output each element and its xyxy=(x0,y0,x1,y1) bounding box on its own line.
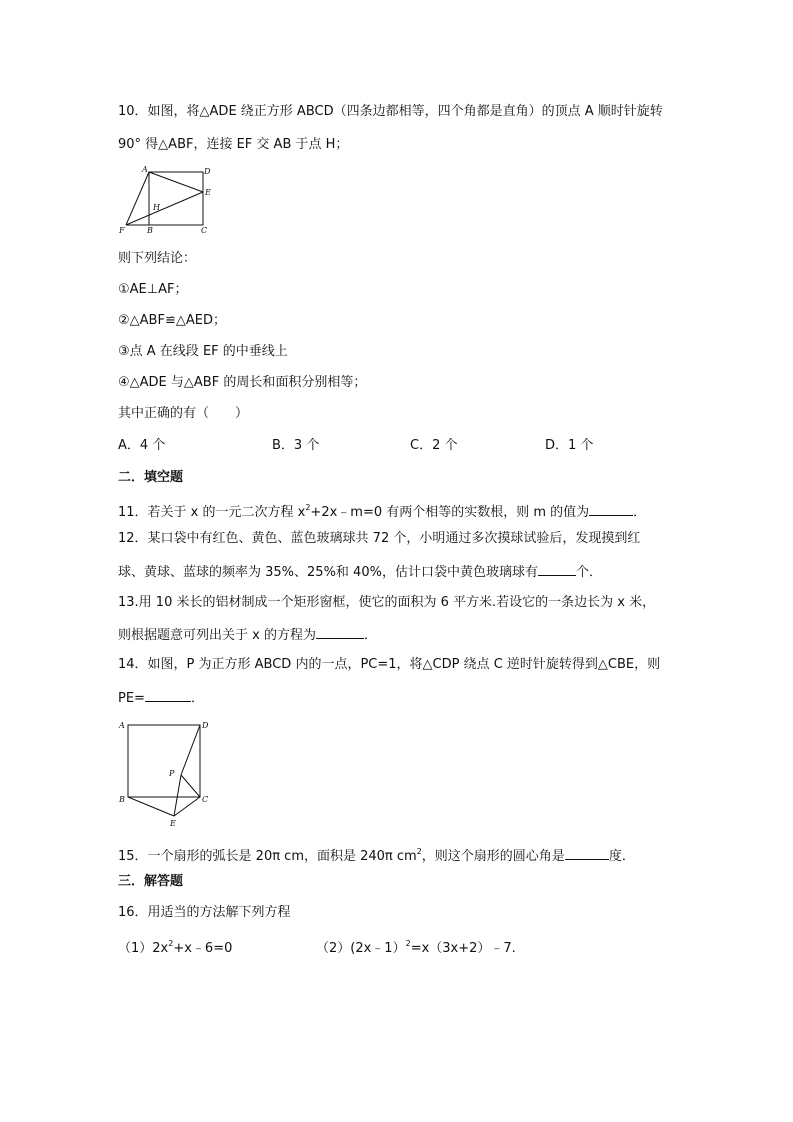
square-abcd xyxy=(128,725,200,797)
q13-answer-blank[interactable] xyxy=(316,625,364,639)
q16-p2-text-b: =x（3x+2）﹣7. xyxy=(410,941,516,956)
section-fill-in-blank-heading: 二．填空题 xyxy=(118,470,184,485)
segment-ae xyxy=(149,172,203,192)
label-f: F xyxy=(119,226,125,235)
label-b: B xyxy=(119,795,125,804)
q15 xyxy=(118,843,635,866)
label-a: A xyxy=(142,165,148,174)
q13-text-b: ． xyxy=(363,628,377,643)
q16-p2-text-a: （2）(2x﹣1） xyxy=(316,941,406,956)
q10-conclusion-1: ①AE⊥AF； xyxy=(118,282,188,297)
q10-line1: 10．如图，将△ADE 绕正方形 ABCD（四条边都相等，四个角都是直角）的顶点 A 顺时针旋转 xyxy=(118,104,663,119)
label-c: C xyxy=(201,226,208,235)
label-e: E xyxy=(170,819,176,828)
q12-text-b: 个． xyxy=(575,565,602,580)
q11-text-a: 11．若关于 x 的一元二次方程 x xyxy=(118,505,306,520)
q10-line2: 90° 得△ABF，连接 EF 交 AB 于点 H； xyxy=(118,137,349,152)
q14-line1: 14．如图，P 为正方形 ABCD 内的一点，PC=1，将△CDP 绕点 C 逆时针旋转得到△CBE，则 xyxy=(118,657,661,672)
q13-line2 xyxy=(118,625,377,645)
q13-text-a: 则根据题意可列出关于 x 的方程为 xyxy=(118,628,316,643)
label-h: H xyxy=(153,203,160,212)
q10-intro: 则下列结论： xyxy=(118,251,197,266)
q10-option-b[interactable]: B．3 个 xyxy=(272,438,320,453)
q10-option-a[interactable]: A．4 个 xyxy=(118,438,166,453)
q10-option-c[interactable]: C．2 个 xyxy=(410,438,458,453)
q11 xyxy=(118,499,646,522)
q11-text-c: ． xyxy=(633,505,647,520)
segment-pc xyxy=(181,775,200,797)
q16-part2 xyxy=(316,935,516,958)
q16-title: 16．用适当的方法解下列方程 xyxy=(118,905,291,920)
q10-option-d[interactable]: D．1 个 xyxy=(545,438,594,453)
label-b: B xyxy=(147,226,153,235)
segment-be xyxy=(128,797,174,816)
q16-p2-superscript: 2 xyxy=(405,939,411,948)
label-d: D xyxy=(202,721,209,730)
q15-text-a: 15．一个扇形的弧长是 20π cm，面积是 240π cm xyxy=(118,849,417,864)
q10-conclusion-3: ③点 A 在线段 EF 的中垂线上 xyxy=(118,344,288,359)
q14-figure xyxy=(116,716,212,828)
label-e: E xyxy=(205,188,211,197)
q16-p1-text-b: +x﹣6=0 xyxy=(173,941,233,956)
q15-text-c: 度． xyxy=(608,849,635,864)
segment-pd xyxy=(181,725,200,775)
q13-line1: 13.用 10 米长的铝材制成一个矩形窗框，使它的面积为 6 平方米.若设它的一条边长为 x 米， xyxy=(118,595,656,610)
label-a: A xyxy=(119,721,125,730)
square-abcd xyxy=(149,172,203,225)
q14-answer-blank[interactable] xyxy=(145,688,191,702)
q14-text-b: ． xyxy=(190,691,204,706)
q11-superscript: 2 xyxy=(305,503,311,512)
q14-text-a: PE= xyxy=(118,691,145,706)
segment-pe xyxy=(174,775,181,816)
section-solve-heading: 三．解答题 xyxy=(118,874,184,889)
label-p: P xyxy=(169,769,175,778)
q16-p1-text-a: （1）2x xyxy=(118,941,169,956)
q11-text-b: +2x﹣m=0 有两个相等的实数根，则 m 的值为 xyxy=(310,505,590,520)
label-d: D xyxy=(204,167,211,176)
q12-line1: 12．某口袋中有红色、黄色、蓝色玻璃球共 72 个，小明通过多次摸球试验后，发现摸到红 xyxy=(118,531,641,546)
q15-superscript: 2 xyxy=(416,847,422,856)
q10-figure xyxy=(116,165,216,237)
label-c: C xyxy=(202,795,209,804)
q10-conclusion-4: ④△ADE 与△ABF 的周长和面积分别相等； xyxy=(118,375,367,390)
q12-text-a: 球、黄球、蓝球的频率为 35%、25%和 40%，估计口袋中黄色玻璃球有 xyxy=(118,565,538,580)
q10-conclusion-2: ②△ABF≌△AED； xyxy=(118,313,226,328)
q14-line2 xyxy=(118,688,204,708)
segment-fe xyxy=(126,192,203,225)
q16-p1-superscript: 2 xyxy=(168,939,174,948)
q11-answer-blank[interactable] xyxy=(589,502,633,516)
q12-line2 xyxy=(118,562,602,582)
q15-text-b: ，则这个扇形的圆心角是 xyxy=(421,849,565,864)
q12-answer-blank[interactable] xyxy=(538,562,576,576)
segment-ce xyxy=(174,797,200,816)
q16-part1 xyxy=(118,935,232,958)
q10-question: 其中正确的有（ ） xyxy=(118,406,249,421)
q15-answer-blank[interactable] xyxy=(565,846,609,860)
